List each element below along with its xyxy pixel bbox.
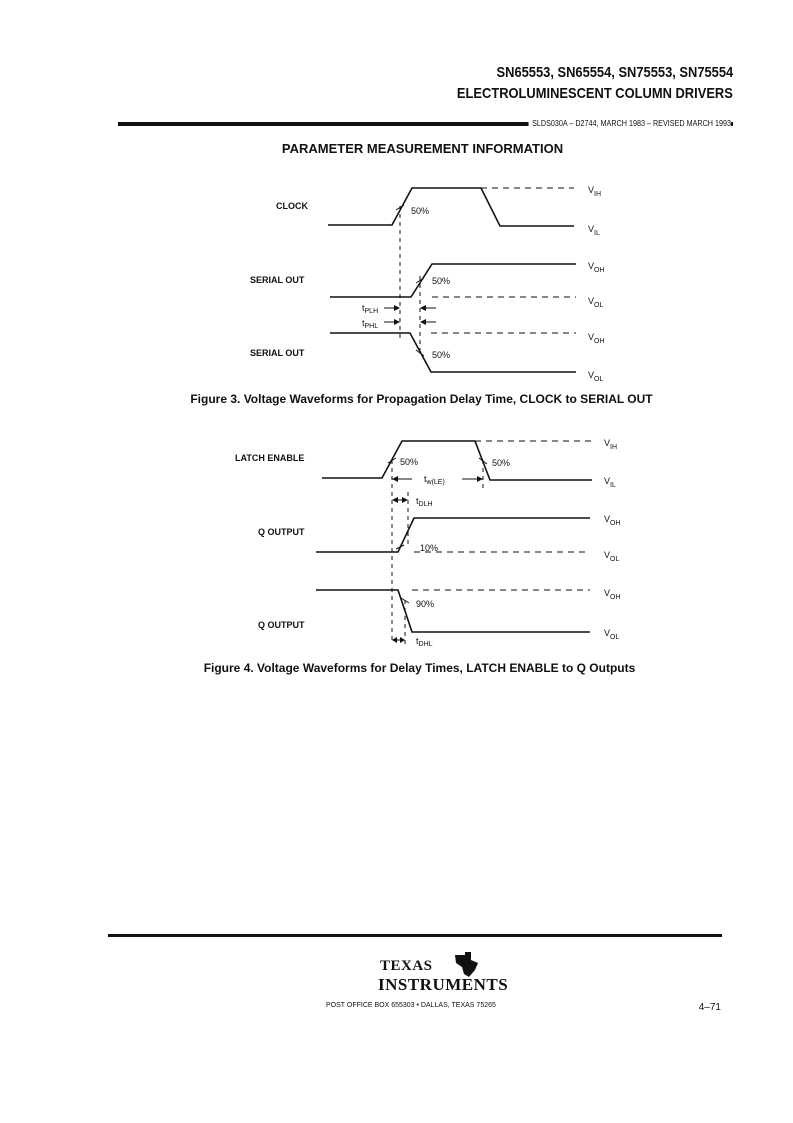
- footer-address: POST OFFICE BOX 655303 • DALLAS, TEXAS 75265: [326, 1002, 496, 1009]
- section-title-text: PARAMETER MEASUREMENT INFORMATION: [281, 141, 564, 156]
- label-tplh: $t_{PLH}$: [362, 303, 379, 315]
- fig3-vil: $V_{IL}$: [588, 224, 600, 237]
- tplh-arrowhead-left: [394, 305, 400, 311]
- fig4-voh-1: $V_{OH}$: [604, 514, 621, 527]
- fig3-vol-1: $V_{OL}$: [588, 296, 604, 309]
- pct-serial-1: 50%: [432, 276, 451, 286]
- tdlh-arrowhead-right: [402, 497, 408, 503]
- tphl-arrowhead-right: [420, 319, 426, 325]
- latch-enable-waveform: [322, 441, 592, 480]
- pct-q1: 10%: [420, 543, 439, 553]
- tw-arrowhead-left: [392, 476, 398, 482]
- label-tdlh: $t_{DLH}$: [416, 496, 433, 508]
- tphl-arrowhead-left: [394, 319, 400, 325]
- tdlh-arrowhead-left: [392, 497, 398, 503]
- label-tw-le: $t_{w(LE)}$: [424, 474, 445, 486]
- label-clock: CLOCK: [276, 201, 308, 211]
- tplh-arrowhead-right: [420, 305, 426, 311]
- figure4-caption-text: Figure 4. Voltage Waveforms for Delay Times, LATCH ENABLE to Q Outputs: [203, 661, 636, 675]
- pct-clock: 50%: [411, 206, 430, 216]
- pct-serial-2: 50%: [432, 350, 451, 360]
- fig3-vol-2: $V_{OL}$: [588, 370, 604, 383]
- svg-text:ti: ti: [461, 959, 467, 969]
- label-serial-out-1: SERIAL OUT: [250, 275, 305, 285]
- tdhl-arrowhead-left: [392, 637, 397, 643]
- label-tdhl: $t_{DHL}$: [416, 636, 433, 648]
- page-number: 4–71: [698, 1002, 721, 1013]
- q-output-falling-waveform: [316, 590, 590, 632]
- figure3-caption-text: Figure 3. Voltage Waveforms for Propagation Delay Time, CLOCK to SERIAL OUT: [190, 392, 653, 406]
- serial-out-falling-waveform: [330, 333, 576, 372]
- label-q-output-1: Q OUTPUT: [258, 527, 305, 537]
- pct-latch-rise: 50%: [400, 457, 419, 467]
- logo-instruments: INSTRUMENTS: [378, 975, 509, 994]
- fig4-voh-2: $V_{OH}$: [604, 588, 621, 601]
- logo-texas: TEXAS: [380, 958, 433, 974]
- fig4-vih: $V_{IH}$: [604, 438, 618, 451]
- serial-out-rising-waveform: [330, 264, 576, 297]
- label-tphl: $t_{PHL}$: [362, 318, 379, 330]
- figure4-caption: [0, 661, 793, 675]
- label-latch-enable: LATCH ENABLE: [235, 453, 305, 463]
- pct-latch-fall: 50%: [492, 458, 511, 468]
- part-numbers: SN65553, SN65554, SN75553, SN75554: [496, 64, 733, 81]
- label-q-output-2: Q OUTPUT: [258, 620, 305, 630]
- fig3-voh-2: $V_{OH}$: [588, 332, 605, 345]
- fig4-vil: $V_{IL}$: [604, 476, 616, 489]
- fig3-vih: $V_{IH}$: [588, 185, 602, 198]
- footer-rule: [108, 934, 722, 937]
- doc-reference: SLDS030A – D2744, MARCH 1983 – REVISED MARCH 1993: [529, 119, 732, 128]
- clock-waveform: [328, 188, 574, 226]
- label-serial-out-2: SERIAL OUT: [250, 348, 305, 358]
- document-title: ELECTROLUMINESCENT COLUMN DRIVERS: [457, 85, 733, 102]
- tw-arrowhead-right: [477, 476, 483, 482]
- fig4-vol-1: $V_{OL}$: [604, 550, 620, 563]
- figure3-caption: [0, 392, 793, 406]
- fig4-vol-2: $V_{OL}$: [604, 628, 620, 641]
- pct-q2: 90%: [416, 599, 435, 609]
- q-output-rising-waveform: [316, 518, 590, 552]
- tdhl-arrowhead-right: [400, 637, 405, 643]
- ti-state-logo-icon: [451, 952, 481, 978]
- fig3-voh-1: $V_{OH}$: [588, 261, 605, 274]
